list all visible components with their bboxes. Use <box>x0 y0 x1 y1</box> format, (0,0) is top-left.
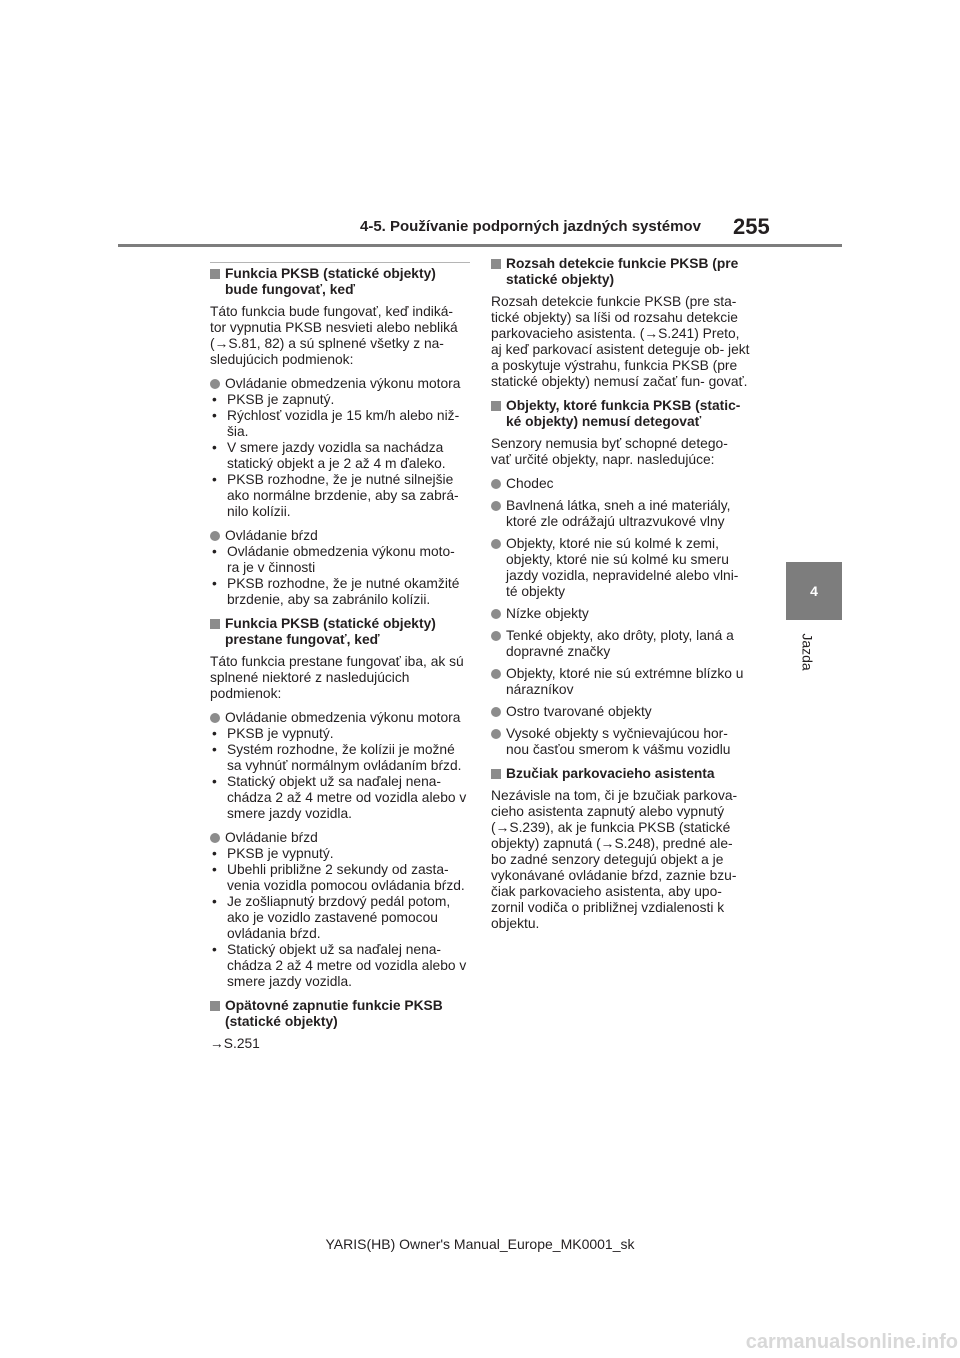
page-number: 255 <box>733 214 770 239</box>
right-column <box>491 256 751 940</box>
header-rule <box>118 244 842 247</box>
list-item: • PKSB je zapnutý. <box>210 392 470 408</box>
heading: Funkcia PKSB (statické objekty) bude fungovať, keď <box>210 266 470 298</box>
chapter-label: Jazda <box>799 633 816 671</box>
condition-group <box>210 528 470 608</box>
circle-bullet-icon <box>210 833 220 843</box>
circle-bullet-icon <box>210 713 220 723</box>
bullet-item: Bavlnená látka, sneh a iné materiály, ktoré zle odrážajú ultrazvukové vlny <box>491 498 751 530</box>
paragraph: Táto funkcia bude fungovať, keď indiká- tor vypnutia PKSB nesvieti alebo nebliká (→S.81, 82) a sú splnené všetky z na- sledujúcich podmienok: <box>210 304 458 367</box>
heading: Rozsah detekcie funkcie PKSB (pre statické objekty) <box>491 256 751 288</box>
bullet-item: Chodec <box>491 476 751 492</box>
left-column <box>210 262 470 1060</box>
bullet-item: Objekty, ktoré nie sú kolmé k zemi, objekty, ktoré nie sú kolmé ku smeru jazdy vozidla, nepravidelné alebo vlni- té objekty <box>491 536 751 600</box>
list-item: • V smere jazdy vozidla sa nachádza statický objekt a je 2 až 4 m ďaleko. <box>210 440 470 472</box>
circle-bullet-icon <box>491 669 501 679</box>
list-item: • Statický objekt už sa naďalej nena- chádza 2 až 4 metre od vozidla alebo v smere jazdy vozidla. <box>210 942 470 990</box>
chapter-tab <box>786 562 842 620</box>
square-bullet-icon <box>491 769 501 779</box>
list-item: • PKSB rozhodne, že je nutné okamžité brzdenie, aby sa zabránilo kolízii. <box>210 576 470 608</box>
bullet-title: Ovládanie obmedzenia výkonu motora <box>210 376 470 392</box>
heading: Funkcia PKSB (statické objekty) prestane fungovať, keď <box>210 616 470 648</box>
circle-bullet-icon <box>491 707 501 717</box>
bullet-item: Tenké objekty, ako drôty, ploty, laná a dopravné značky <box>491 628 751 660</box>
heading: Opätovné zapnutie funkcie PKSB (statické objekty) <box>210 998 470 1030</box>
circle-bullet-icon <box>491 729 501 739</box>
paragraph: Táto funkcia prestane fungovať iba, ak sú splnené niektoré z nasledujúcich podmienok: <box>210 654 464 701</box>
heading: Bzučiak parkovacieho asistenta <box>491 766 751 782</box>
list-item: • PKSB rozhodne, že je nutné silnejšie ako normálne brzdenie, aby sa zabrá- nilo kolízii. <box>210 472 470 520</box>
square-bullet-icon <box>210 619 220 629</box>
bullet-title: Ovládanie bŕzd <box>210 528 470 544</box>
list-item: • Ubehli približne 2 sekundy od zasta- venia vozidla pomocou ovládania bŕzd. <box>210 862 470 894</box>
circle-bullet-icon <box>491 609 501 619</box>
list-item: • Rýchlosť vozidla je 15 km/h alebo niž- šia. <box>210 408 470 440</box>
circle-bullet-icon <box>210 379 220 389</box>
section-title: 4-5. Používanie podporných jazdných systémov <box>360 218 701 235</box>
heading: Objekty, ktoré funkcia PKSB (static- ké objekty) nemusí detegovať <box>491 398 751 430</box>
square-bullet-icon <box>210 269 220 279</box>
condition-group <box>210 830 470 990</box>
square-bullet-icon <box>491 401 501 411</box>
square-bullet-icon <box>491 259 501 269</box>
bullet-title: Ovládanie obmedzenia výkonu motora <box>210 710 470 726</box>
paragraph: Rozsah detekcie funkcie PKSB (pre sta- tické objekty) sa líši od rozsahu detekcie parkovacieho asistenta. (→S.241) Preto, aj keď parkovací asistent deteguje ob- jekt a poskytuje výstrahu, funkcia PKSB (pre statické objekty) nemusí začať fun- govať. <box>491 294 750 389</box>
square-bullet-icon <box>210 1001 220 1011</box>
footer: YARIS(HB) Owner's Manual_Europe_MK0001_sk <box>325 1236 635 1252</box>
condition-group <box>210 376 470 520</box>
paragraph: Senzory nemusia byť schopné detego- vať určité objekty, napr. nasledujúce: <box>491 436 728 467</box>
circle-bullet-icon <box>210 531 220 541</box>
bullet-list <box>491 476 751 758</box>
circle-bullet-icon <box>491 631 501 641</box>
bullet-item: Vysoké objekty s vyčnievajúcou hor- nou časťou smerom k vášmu vozidlu <box>491 726 751 758</box>
paragraph: Nezávisle na tom, či je bzučiak parkova- cieho asistenta zapnutý alebo vypnutý (→S.239), ak je funkcia PKSB (statické objekty) zapnutá (→S.248), predné ale- bo zadné senzory detegujú objekt a je vykonávané ovládanie bŕzd, zaznie bzu- čiak parkovacieho asistenta, aby upo- zornil vodiča o približnej vzdialenosti k objektu. <box>491 788 738 931</box>
chapter-number: 4 <box>810 583 818 599</box>
list-item: • Systém rozhodne, že kolízii je možné sa vyhnúť normálnym ovládaním bŕzd. <box>210 742 470 774</box>
bullet-item: Objekty, ktoré nie sú extrémne blízko u nárazníkov <box>491 666 751 698</box>
circle-bullet-icon <box>491 479 501 489</box>
list-item: • Ovládanie obmedzenia výkonu moto- ra je v činnosti <box>210 544 470 576</box>
page-reference-link[interactable]: →S.251 <box>210 1036 260 1051</box>
circle-bullet-icon <box>491 501 501 511</box>
list-item: • Je zošliapnutý brzdový pedál potom, ako je vozidlo zastavené pomocou ovládania bŕzd. <box>210 894 470 942</box>
chapter-label-wrap <box>797 630 817 690</box>
condition-group <box>210 710 470 822</box>
list-item: • Statický objekt už sa naďalej nena- chádza 2 až 4 metre od vozidla alebo v smere jazdy vozidla. <box>210 774 470 822</box>
watermark: carmanualsonline.info <box>745 1331 958 1353</box>
list-item: • PKSB je vypnutý. <box>210 846 470 862</box>
list-item: • PKSB je vypnutý. <box>210 726 470 742</box>
bullet-title: Ovládanie bŕzd <box>210 830 470 846</box>
bullet-item: Nízke objekty <box>491 606 751 622</box>
circle-bullet-icon <box>491 539 501 549</box>
bullet-item: Ostro tvarované objekty <box>491 704 751 720</box>
